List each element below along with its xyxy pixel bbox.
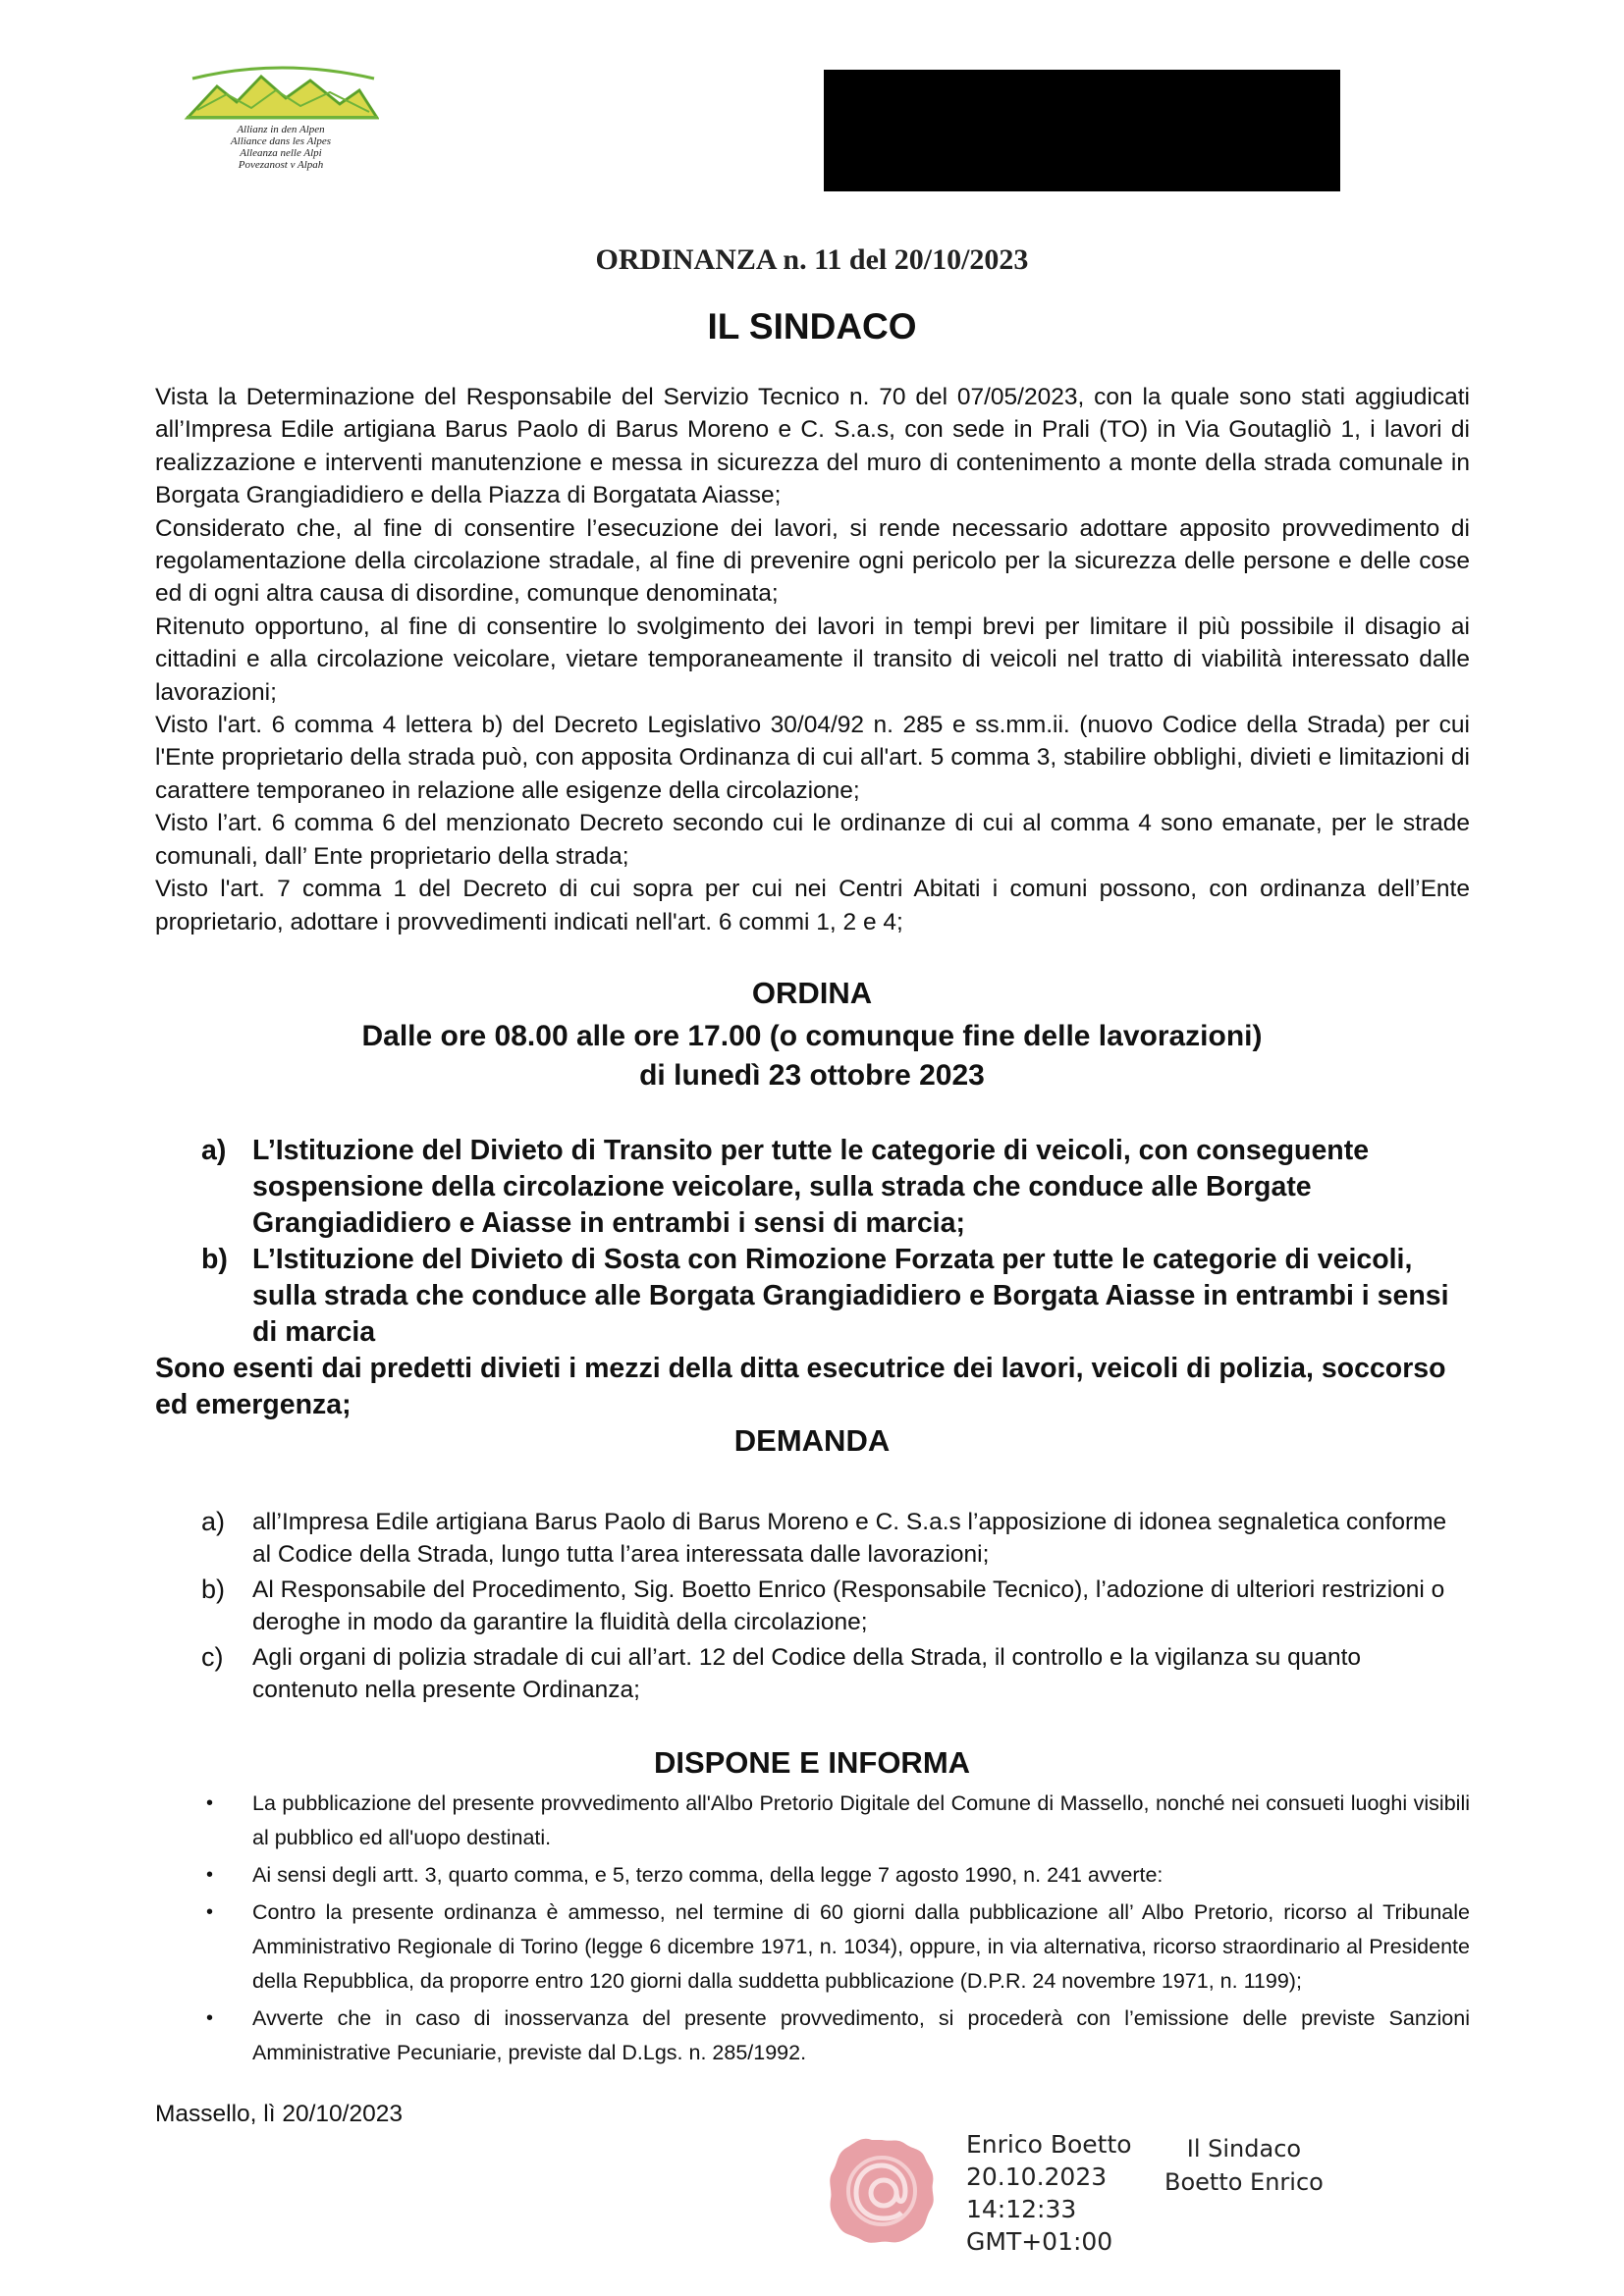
list-marker: c) xyxy=(201,1641,224,1672)
demanda-list xyxy=(201,1506,1470,1708)
list-item-text: Ai sensi degli artt. 3, quarto comma, e 5, terzo comma, della legge 7 agosto 1990, n. 241 avverte: xyxy=(252,1863,1164,1887)
logo-motto: Povezanost v Alpah xyxy=(238,159,324,171)
list-item xyxy=(201,1242,1470,1351)
signature-time: 14:12:33 xyxy=(966,2195,1077,2223)
ordina-time-line: Dalle ore 08.00 alle ore 17.00 (o comunque fine delle lavorazioni) xyxy=(361,1020,1263,1052)
list-marker: a) xyxy=(201,1507,226,1536)
list-item xyxy=(201,1787,1470,1855)
list-item-text: L’Istituzione del Divieto di Transito per tutte le categorie di veicoli, con conseguente sospensione della circolazione veicolare, sulla strada che conduce alle Borgate Grangiadidiero e Aiasse in entrambi i sensi di marcia; xyxy=(252,1135,1370,1239)
ordina-list xyxy=(201,1133,1470,1351)
signature-date: 20.10.2023 xyxy=(966,2163,1108,2191)
digital-signature-block xyxy=(966,2128,1132,2258)
bullet-icon: • xyxy=(206,1792,214,1814)
mountain-logo-icon xyxy=(183,61,379,120)
list-item xyxy=(201,1641,1470,1707)
premises-section xyxy=(155,381,1470,938)
list-item xyxy=(201,1858,1470,1893)
list-item xyxy=(201,1896,1470,1999)
logo-motto: Allianz in den Alpen xyxy=(237,124,325,135)
signer-name: Enrico Boetto xyxy=(966,2130,1132,2159)
list-item xyxy=(201,1506,1470,1572)
list-marker: a) xyxy=(201,1135,227,1166)
list-item xyxy=(201,1574,1470,1639)
list-item-text: La pubblicazione del presente provvedimento all'Albo Pretorio Digitale del Comune di Massello, nonché nei consueti luoghi visibili al pubblico ed all'uopo destinati. xyxy=(252,1791,1470,1849)
premise-paragraph: Ritenuto opportuno, al fine di consentire lo svolgimento dei lavori in tempi brevi per limitare il più possibile il disagio ai cittadini e alla circolazione veicolare, vietare temporaneamente il transito di veicoli nel tratto di viabilità interessato dalle lavorazioni; xyxy=(155,613,1470,706)
list-item-text: all’Impresa Edile artigiana Barus Paolo di Barus Moreno e C. S.a.s l’apposizione di idonea segnaletica conforme al Codice della Strada, lungo tutta l’area interessata dalle lavorazioni; xyxy=(252,1509,1447,1569)
issuer-title: IL SINDACO xyxy=(707,306,917,347)
list-item-text: Al Responsabile del Procedimento, Sig. Boetto Enrico (Responsabile Tecnico), l’adozione di ulteriori restrizioni o deroghe in modo da garantire la fluidità della circolazione; xyxy=(252,1575,1445,1636)
ordina-date-line: di lunedì 23 ottobre 2023 xyxy=(639,1059,985,1092)
premise-paragraph: Considerato che, al fine di consentire l’esecuzione dei lavori, si rende necessario adottare apposito provvedimento di regolamentazione della circolazione stradale, al fine di prevenire ogni pericolo per la sicurezza delle persone e delle cose ed di ogni altra causa di disordine, comunque denominata; xyxy=(155,514,1470,608)
bullet-icon: • xyxy=(206,1901,214,1923)
list-item-text: Agli organi di polizia stradale di cui all’art. 12 del Codice della Strada, il controllo e la vigilanza su quanto contenuto nella presente Ordinanza; xyxy=(252,1643,1362,1704)
premise-paragraph: Visto l'art. 7 comma 1 del Decreto di cui sopra per cui nei Centri Abitati i comuni possono, con ordinanza dell’Ente proprietario, adottare i provvedimenti indicati nell'art. 6 commi 1, 2 e 4; xyxy=(155,876,1470,935)
list-item xyxy=(201,2002,1470,2070)
signatory-name: Boetto Enrico xyxy=(1164,2168,1324,2196)
logo-mottos xyxy=(183,124,379,171)
logo-motto: Alleanza nelle Alpi xyxy=(240,147,322,159)
signatory-role: Il Sindaco xyxy=(1186,2135,1302,2163)
alliance-logo xyxy=(183,61,379,179)
premise-paragraph: Vista la Determinazione del Responsabile del Servizio Tecnico n. 70 del 07/05/2023, con la quale sono stati aggiudicati all’Impresa Edile artigiana Barus Paolo di Barus Moreno e C. S.a.s, con sede in Prali (TO) in Via Goutagliò 1, i lavori di realizzazione e interventi manutenzione e messa in sicurezza del muro di contenimento a monte della strada comunale in Borgata Grangiadidiero e della Piazza di Borgatata Aiasse; xyxy=(155,384,1470,509)
list-marker: b) xyxy=(201,1574,226,1604)
list-item xyxy=(201,1133,1470,1242)
ordina-heading: ORDINA xyxy=(751,976,873,1010)
list-item-text: L’Istituzione del Divieto di Sosta con Rimozione Forzata per tutte le categorie di veicoli, sulla strada che conduce alle Borgata Grangiadidiero e Borgata Aiasse in entrambi i sensi di marcia xyxy=(252,1244,1449,1348)
list-item-text: Avverte che in caso di inosservanza del presente provvedimento, si procederà con l’emissione delle previste Sanzioni Amministrative Pecuniarie, previste dal D.Lgs. n. 285/1992. xyxy=(252,2006,1470,2064)
list-marker: b) xyxy=(201,1244,228,1275)
ordina-timeframe xyxy=(0,1017,1624,1095)
place-date: Massello, lì 20/10/2023 xyxy=(155,2101,403,2127)
bullet-icon: • xyxy=(206,2007,214,2029)
signature-timezone: GMT+01:00 xyxy=(966,2227,1113,2256)
signatory-block xyxy=(1164,2132,1324,2199)
demanda-heading: DEMANDA xyxy=(733,1423,891,1458)
dispone-heading: DISPONE E INFORMA xyxy=(653,1745,971,1780)
bullet-icon: • xyxy=(206,1864,214,1886)
redaction-box xyxy=(824,70,1340,191)
list-item-text: Contro la presente ordinanza è ammesso, nel termine di 60 giorni dalla pubblicazione all’ Albo Pretorio, ricorso al Tribunale Amministrativo Regionale di Torino (legge 6 dicembre 1971, n. 1034), oppure, in via alternativa, ricorso straordinario al Presidente della Repubblica, da proporre entro 120 giorni dalla suddetta pubblicazione (D.P.R. 24 novembre 1971, n. 1199); xyxy=(252,1900,1470,1993)
exemption-note: Sono esenti dai predetti divieti i mezzi della ditta esecutrice dei lavori, veicoli di polizia, soccorso ed emergenza; xyxy=(155,1353,1446,1420)
ordinance-number: ORDINANZA n. 11 del 20/10/2023 xyxy=(595,243,1029,276)
premise-paragraph: Visto l'art. 6 comma 4 lettera b) del Decreto Legislativo 30/04/92 n. 285 e ss.mm.ii. (nuovo Codice della Strada) per cui l'Ente proprietario della strada può, con apposita Ordinanza di cui all'art. 5 comma 3, stabilire obblighi, divieti e limitazioni di carattere temporaneo in relazione alle esigenze della circolazione; xyxy=(155,712,1470,804)
premise-paragraph: Visto l’art. 6 comma 6 del menzionato Decreto secondo cui le ordinanze di cui al comma 4 sono emanate, per le strade comunali, dall’ Ente proprietario della strada; xyxy=(155,810,1470,870)
digital-seal-icon xyxy=(827,2136,937,2246)
dispone-list xyxy=(201,1787,1470,2073)
logo-motto: Alliance dans les Alpes xyxy=(230,135,332,147)
